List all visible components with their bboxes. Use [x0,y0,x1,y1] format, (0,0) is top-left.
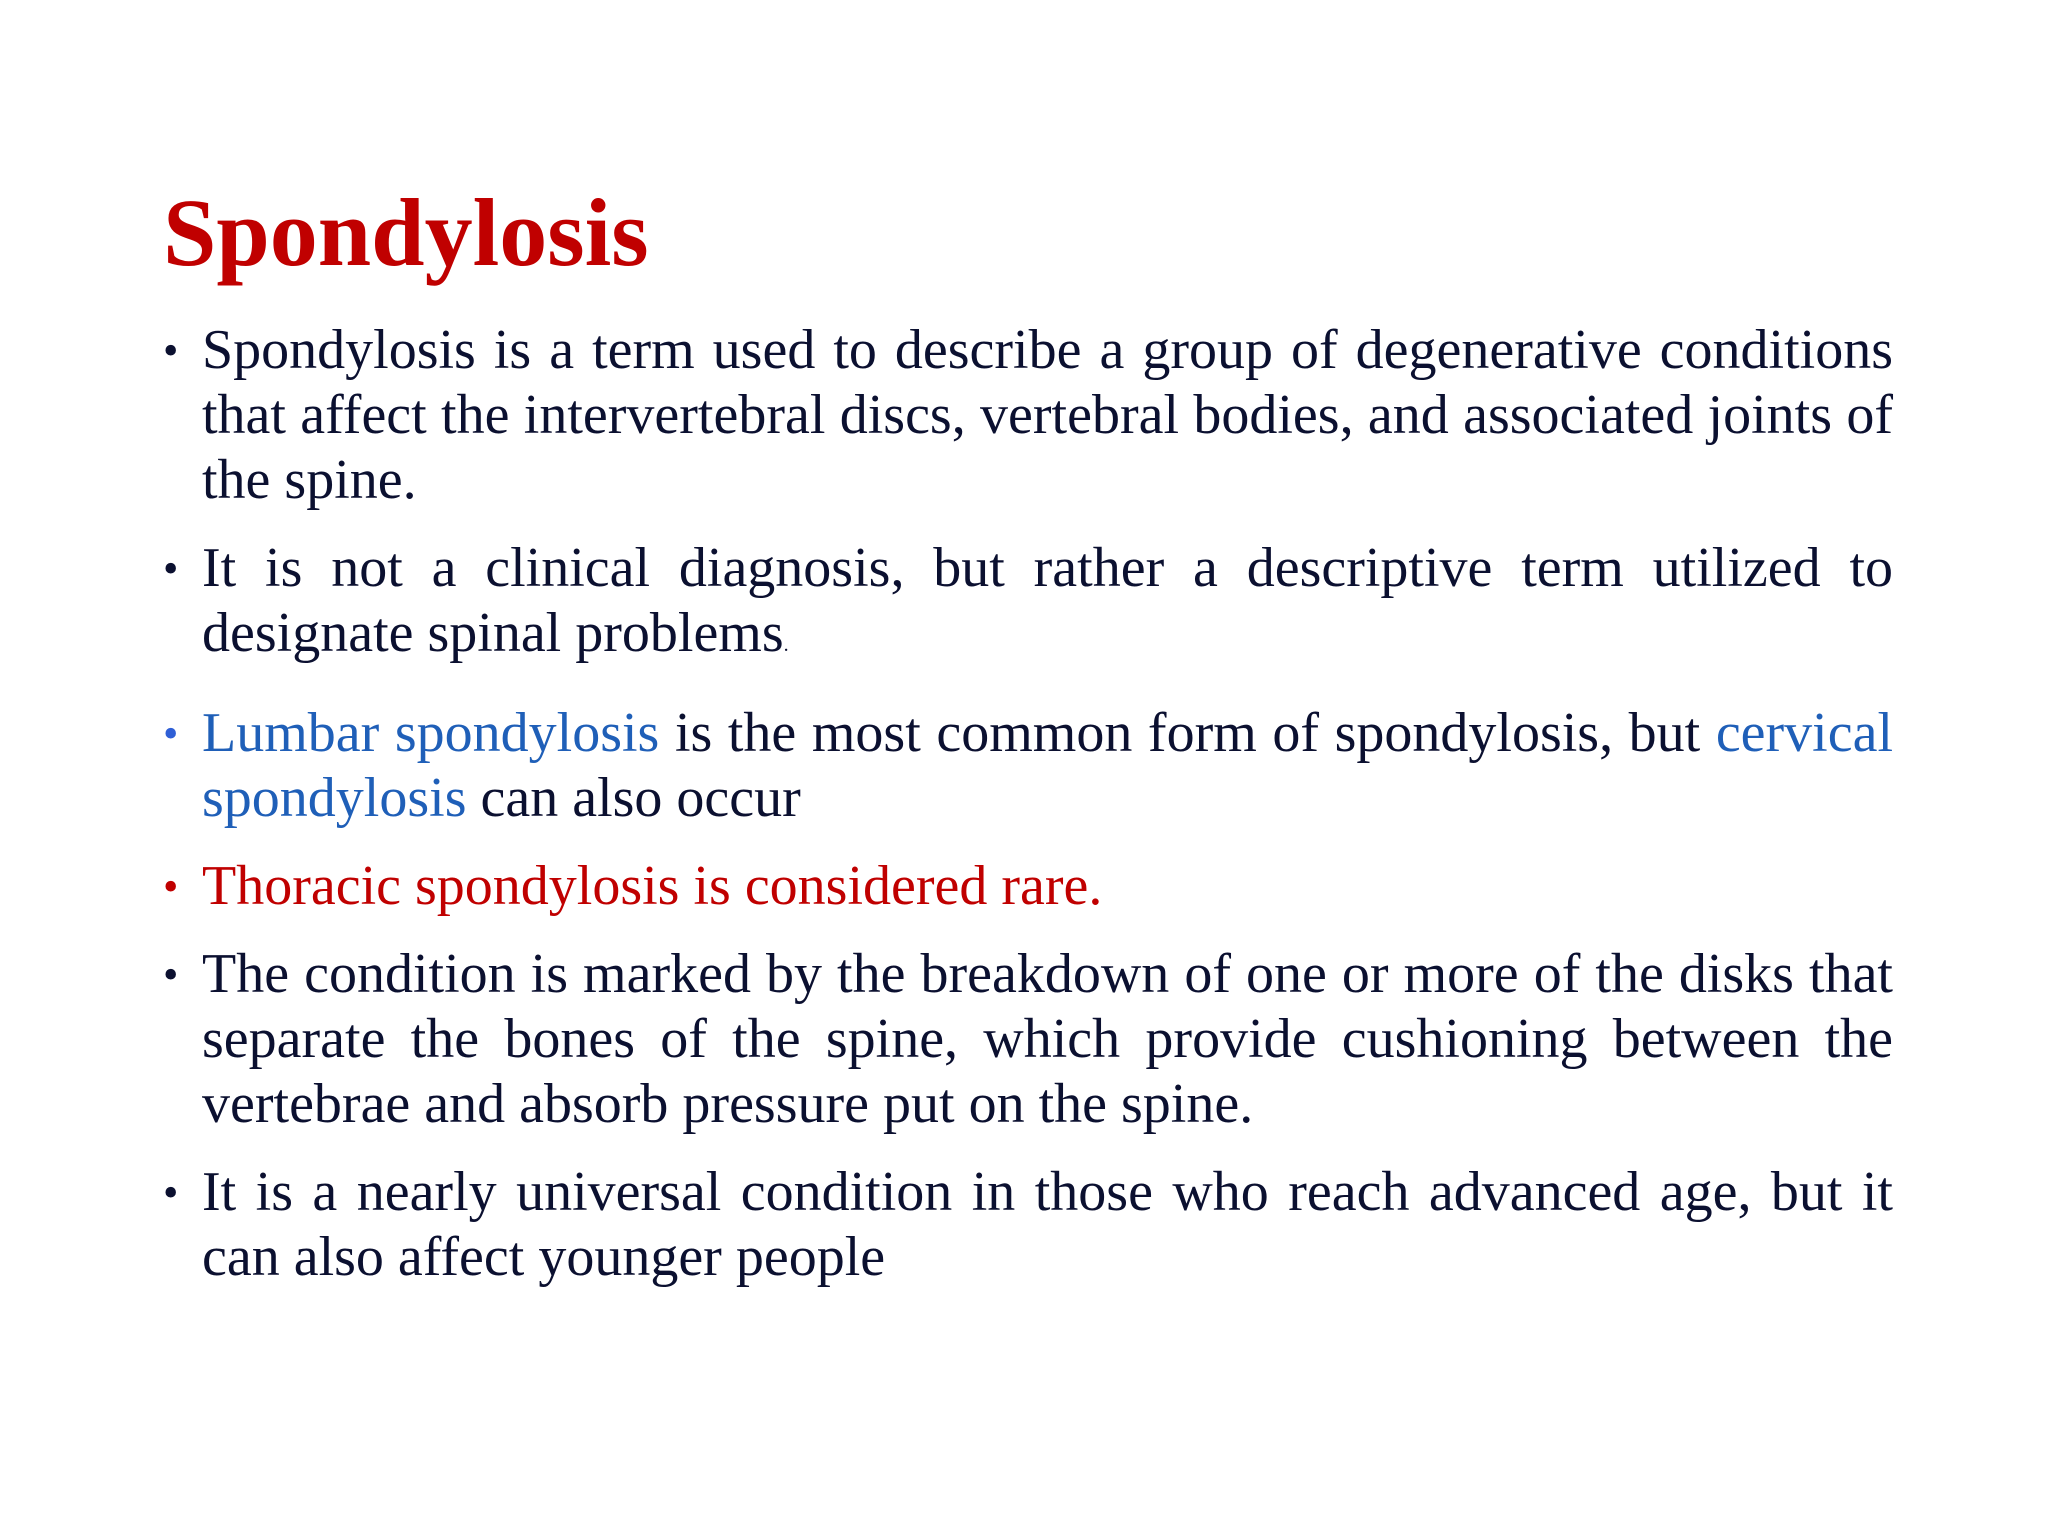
bullet-item-not-diagnosis [163,536,1893,678]
bullet-text: can also occur [466,767,801,829]
bullet-icon: • [163,709,179,758]
bullet-text: It is not a clinical diagnosis, but rather a descriptive term utilized to designate spinal problems [202,537,1893,664]
trailing-period: . [783,634,789,656]
bullet-list [163,318,1893,1313]
bullet-icon: • [163,326,179,375]
bullet-item-lumbar-cervical [163,701,1893,831]
bullet-icon: • [163,950,179,999]
bullet-icon: • [163,1168,179,1217]
bullet-text: The condition is marked by the breakdown of one or more of the disks that separate the bones of the spine, which provide cushioning between the vertebrae and absorb pressure put on the spine. [202,943,1893,1135]
lumbar-spondylosis-term: Lumbar spondylosis [202,702,660,764]
bullet-text: is the most common form of spondylosis, but [659,702,1716,764]
bullet-text: It is a nearly universal condition in those who reach advanced age, but it can also affect younger people [202,1161,1893,1288]
bullet-icon: • [163,862,179,911]
bullet-item-thoracic [163,854,1893,919]
bullet-item-condition [163,942,1893,1137]
bullet-text: Thoracic spondylosis is considered rare. [202,855,1103,917]
bullet-text: Spondylosis is a term used to describe a group of degenerative conditions that affect the intervertebral discs, vertebral bodies, and associated joints of the spine. [202,319,1893,511]
bullet-icon: • [163,544,179,593]
bullet-item-age [163,1160,1893,1290]
slide-title: Spondylosis [163,179,649,286]
cervical-spondylosis-term: cervical spondylosis [202,702,1893,829]
bullet-item-definition [163,318,1893,513]
